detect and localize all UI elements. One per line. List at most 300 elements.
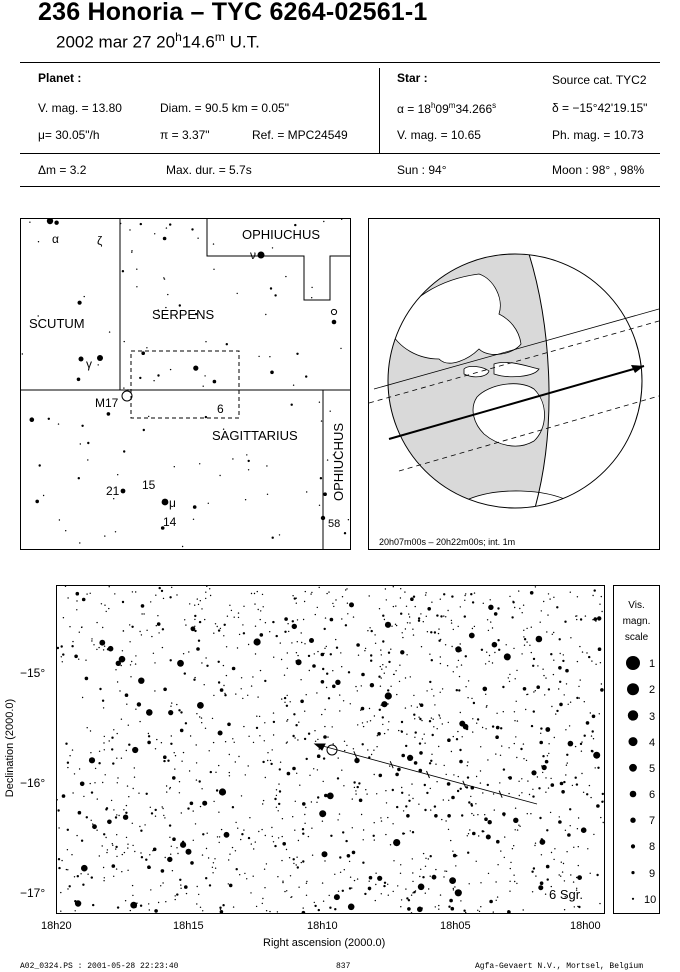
star-dot — [170, 787, 171, 788]
star-dot — [473, 815, 474, 816]
star-dot — [202, 910, 203, 911]
star-dot — [603, 822, 604, 823]
star-dot — [443, 876, 444, 877]
star-dot — [270, 763, 272, 765]
star-dot — [518, 825, 519, 826]
star-dot — [383, 885, 385, 887]
star-dot — [440, 663, 441, 664]
star-dot — [429, 720, 431, 722]
star-dot — [226, 646, 227, 647]
star-dot — [453, 736, 454, 737]
xtick-18h05: 18h05 — [440, 920, 471, 932]
star-dot — [99, 855, 100, 856]
star-dot — [76, 609, 77, 610]
star-dot — [147, 865, 151, 869]
star-dot — [385, 692, 392, 699]
star-dot — [189, 770, 190, 771]
star-dot — [374, 715, 375, 716]
star-dot — [395, 670, 396, 671]
star-dot — [111, 800, 112, 801]
star-dot — [420, 869, 421, 870]
star-dot — [425, 594, 426, 595]
star-dot — [126, 837, 127, 838]
planet-vmag: V. mag. = 13.80 — [38, 101, 122, 115]
star-dot — [598, 767, 599, 768]
star-dot — [155, 595, 156, 596]
star-dot — [172, 870, 173, 871]
star-label-6sgr: 6 Sgr. — [549, 887, 583, 902]
star-dot — [410, 676, 411, 677]
star-dot — [278, 803, 280, 805]
star-dot — [418, 884, 425, 891]
star-dot — [508, 677, 509, 678]
star-dot — [451, 620, 452, 621]
star-dot — [86, 816, 88, 818]
star-dot — [341, 219, 342, 220]
star-dot — [256, 727, 258, 729]
star-dot — [592, 619, 593, 620]
star-dot — [575, 746, 576, 747]
star-dot — [601, 596, 602, 597]
star-dot — [319, 402, 320, 403]
star-dot — [205, 598, 206, 599]
star-dot — [62, 661, 63, 662]
star-dot — [214, 858, 215, 859]
star-dot — [217, 626, 218, 627]
star-dot — [349, 602, 354, 607]
star-dot — [103, 649, 104, 650]
star-dot — [248, 460, 250, 462]
star-dot — [140, 905, 142, 907]
star-dot — [417, 907, 423, 913]
star-dot — [427, 631, 428, 632]
star-dot — [353, 748, 354, 749]
star-dot — [578, 906, 580, 908]
star-dot — [346, 745, 347, 746]
star-dot — [516, 670, 517, 671]
star-dot — [262, 903, 263, 904]
star-dot — [370, 660, 372, 662]
star-dot — [599, 713, 600, 714]
star-dot — [517, 829, 518, 830]
star-dot — [201, 662, 202, 663]
star-dot — [602, 793, 604, 795]
star-dot — [301, 862, 302, 863]
star-dot — [503, 815, 504, 816]
star-dot — [547, 878, 549, 880]
star-dot — [216, 789, 218, 791]
star-dot — [300, 679, 301, 680]
star-dot — [101, 603, 102, 604]
finder-chart — [20, 218, 351, 550]
star-dot — [193, 810, 194, 811]
star-dot — [162, 628, 164, 630]
star-dot — [406, 606, 407, 607]
star-dot — [111, 748, 113, 750]
star-dot — [109, 586, 110, 587]
label-6: 6 — [217, 402, 224, 416]
star-dot — [346, 588, 347, 589]
star-dot — [405, 707, 406, 708]
scale-dot — [628, 710, 638, 720]
star-dot — [364, 650, 365, 651]
star-dot — [388, 721, 389, 722]
star-dot — [67, 597, 68, 598]
star-dot — [339, 856, 341, 858]
star-dot — [38, 241, 39, 242]
star-dot — [104, 605, 105, 606]
star-dot — [145, 859, 147, 861]
star-dot — [120, 223, 121, 224]
star-dot — [570, 592, 571, 593]
star-dot — [330, 618, 334, 622]
star-dot — [156, 739, 157, 740]
star-dot — [543, 675, 544, 676]
star-dot — [219, 907, 221, 909]
star-dot — [548, 753, 549, 754]
star-dot — [224, 694, 226, 696]
star-dot — [465, 655, 467, 657]
star-dot — [461, 664, 462, 665]
star-dot — [593, 834, 594, 835]
star-dot — [361, 814, 362, 815]
star-dot — [180, 888, 181, 889]
star-dot — [471, 813, 472, 814]
star-dot — [285, 276, 286, 277]
star-dot — [540, 733, 541, 734]
star-dot — [504, 857, 505, 858]
star-dot — [321, 714, 322, 715]
star-dot — [197, 598, 198, 599]
star-dot — [293, 863, 294, 864]
star-dot — [232, 458, 233, 459]
star-dot — [345, 624, 347, 626]
star-dot — [549, 598, 550, 599]
star-dot — [308, 836, 309, 837]
star-dot — [90, 783, 91, 784]
star-dot — [492, 627, 493, 628]
star-dot — [381, 820, 382, 821]
star-dot — [560, 782, 564, 786]
star-dot — [453, 854, 457, 858]
star-dot — [400, 613, 402, 615]
star-dot — [184, 619, 185, 620]
star-dot — [400, 588, 401, 589]
star-dot — [545, 894, 546, 895]
star-dot — [143, 613, 144, 614]
star-dot — [387, 884, 388, 885]
star-dot — [137, 702, 141, 706]
star-dot — [194, 626, 195, 627]
star-dot — [477, 910, 478, 911]
star-dot — [166, 791, 167, 792]
star-dot — [406, 814, 410, 818]
star-dot — [257, 591, 258, 592]
star-dot — [525, 709, 526, 710]
magnitude-scale-panel — [613, 585, 660, 914]
star-dot — [362, 862, 364, 864]
star-dot — [227, 723, 231, 727]
star-dot — [134, 767, 135, 768]
star-dot — [343, 700, 344, 701]
star-dot — [460, 606, 461, 607]
star-dot — [467, 835, 468, 836]
star-dot — [308, 655, 310, 657]
star-dot — [513, 845, 514, 846]
star-dot — [91, 820, 92, 821]
star-dot — [282, 882, 283, 883]
star-dot — [163, 598, 164, 599]
star-dot — [426, 792, 428, 794]
star-dot — [325, 617, 326, 618]
star-dot — [388, 895, 389, 896]
star-dot — [279, 790, 281, 792]
star-dot — [332, 685, 336, 689]
star-dot — [388, 652, 390, 654]
star-dot — [193, 505, 197, 509]
star-dot — [321, 420, 322, 421]
star-dot — [333, 606, 334, 607]
star-dot — [317, 607, 318, 608]
star-dot — [269, 911, 270, 912]
star-dot — [273, 657, 274, 658]
footer-page: 837 — [336, 962, 351, 971]
star-dot — [476, 723, 477, 724]
star-dot — [107, 648, 109, 650]
star-dot — [362, 722, 363, 723]
star-dot — [117, 906, 119, 908]
star-dot — [472, 628, 473, 629]
star-dot — [591, 660, 592, 661]
star-dot — [395, 773, 399, 777]
star-dot — [199, 780, 201, 782]
star-dot — [175, 755, 176, 756]
scale-label: 2 — [649, 684, 656, 696]
star-dot — [581, 751, 582, 752]
star-dot — [597, 616, 601, 620]
star-dot — [273, 841, 274, 842]
star-dot — [326, 593, 327, 594]
star-dot — [209, 750, 210, 751]
star-dot — [80, 873, 81, 874]
star-dot — [339, 694, 340, 695]
star-dot — [205, 341, 206, 342]
star-dot — [157, 622, 161, 626]
star-dot — [304, 814, 305, 815]
star-dot — [242, 624, 243, 625]
star-dot — [341, 770, 342, 771]
star-dot — [201, 608, 202, 609]
star-dot — [58, 827, 59, 828]
star-dot — [590, 712, 591, 713]
star-dot — [355, 793, 356, 794]
star-dot — [458, 776, 459, 777]
scale-dot — [627, 683, 639, 695]
star-dot — [595, 620, 596, 621]
star-dot — [565, 774, 566, 775]
star-dot — [333, 743, 334, 744]
star-dot — [122, 854, 123, 855]
star-dot — [480, 906, 481, 907]
star-dot — [445, 820, 446, 821]
star-dot — [302, 828, 304, 830]
star-dot — [160, 885, 161, 886]
star-dot — [485, 728, 486, 729]
star-dot — [264, 680, 266, 682]
star-dot — [277, 911, 278, 912]
star-dot — [270, 371, 274, 375]
star-dot — [206, 586, 207, 587]
star-dot — [347, 613, 348, 614]
star-dot — [522, 612, 523, 613]
planet-heading: Planet : — [38, 71, 82, 85]
star-dot — [123, 450, 125, 452]
star-dot — [71, 645, 73, 647]
star-dot — [43, 495, 44, 496]
star-dot — [274, 294, 276, 296]
star-dot — [552, 634, 553, 635]
star-dot — [526, 628, 527, 629]
star-dot — [130, 910, 131, 911]
star-dot — [58, 858, 60, 860]
star-dot — [311, 801, 312, 802]
star-dot — [286, 890, 287, 891]
star-dot — [267, 760, 268, 761]
star-dot — [121, 719, 122, 720]
constellation-sagittarius: SAGITTARIUS — [212, 428, 298, 443]
star-dot — [411, 895, 412, 896]
star-dot — [258, 609, 259, 610]
star-dot — [441, 819, 442, 820]
star-dot — [287, 719, 288, 720]
star-dot — [511, 616, 513, 618]
planet-diameter: Diam. = 90.5 km = 0.05" — [160, 101, 289, 115]
star-dot — [590, 797, 591, 798]
star-dot — [202, 801, 207, 806]
star-dot — [262, 803, 263, 804]
star-dot — [116, 834, 117, 835]
star-dot — [445, 616, 446, 617]
star-dot — [287, 695, 288, 696]
star-dot — [176, 704, 177, 705]
star-dot — [400, 906, 401, 907]
star-dot — [335, 639, 336, 640]
star-dot — [292, 624, 297, 629]
star-dot — [166, 785, 167, 786]
star-dot — [558, 666, 562, 670]
star-dot — [430, 809, 431, 810]
star-dot — [447, 782, 451, 786]
star-dot — [99, 751, 100, 752]
star-dot — [115, 669, 116, 670]
star-dot — [393, 860, 394, 861]
star-dot — [157, 374, 159, 376]
star-dot — [207, 833, 208, 834]
star-dot — [448, 829, 449, 830]
star-dot — [600, 662, 601, 663]
star-dot — [162, 882, 163, 883]
star-dot — [405, 628, 406, 629]
star-dot — [440, 656, 441, 657]
star-dot — [462, 736, 463, 737]
star-dot — [198, 894, 199, 895]
star-dot — [384, 882, 386, 884]
star-dot — [486, 835, 491, 840]
star-dot — [480, 746, 481, 747]
star-dot — [311, 828, 312, 829]
star-dot — [154, 909, 158, 913]
star-dot — [403, 810, 404, 811]
star-dot — [218, 812, 219, 813]
star-dot — [264, 869, 265, 870]
star-dot — [291, 642, 292, 643]
star-dot — [303, 619, 304, 620]
star-dot — [127, 847, 128, 848]
star-dot — [116, 661, 121, 666]
star-dot — [228, 859, 229, 860]
star-dot — [305, 807, 306, 808]
star-dot — [299, 785, 300, 786]
star-dot — [60, 911, 61, 912]
scale-label: 9 — [649, 868, 656, 880]
star-dot — [463, 910, 465, 912]
star-dot — [69, 626, 70, 627]
star-dot — [348, 671, 350, 673]
star-dot — [273, 712, 274, 713]
star-dot — [60, 892, 61, 893]
star-dot — [273, 721, 275, 723]
star-dot — [336, 647, 338, 649]
bright-star — [321, 516, 325, 520]
star-dot — [515, 678, 516, 679]
star-dot — [311, 592, 312, 593]
star-dot — [358, 655, 359, 656]
star-dot — [169, 788, 170, 789]
star-dot — [396, 694, 397, 695]
star-dot — [279, 768, 281, 770]
star-dot — [488, 820, 492, 824]
star-dot — [465, 912, 466, 913]
star-dot — [352, 827, 353, 828]
star-dot — [294, 830, 295, 831]
star-dot — [550, 653, 552, 655]
star-dot — [82, 598, 86, 602]
star-dot — [377, 735, 378, 736]
star-dot — [218, 765, 219, 766]
star-dot — [452, 851, 453, 852]
star-dot — [384, 733, 385, 734]
star-dot — [464, 595, 465, 596]
star-dot — [196, 713, 197, 714]
star-dot — [553, 597, 554, 598]
star-dot — [163, 688, 167, 692]
star-dot — [248, 644, 249, 645]
star-dot — [272, 836, 273, 837]
star-dot — [397, 885, 398, 886]
star-dot — [584, 701, 585, 702]
star-dot — [139, 377, 141, 379]
star-dot — [85, 660, 86, 661]
star-dot — [146, 630, 147, 631]
star-dot — [393, 839, 400, 846]
star-dot — [578, 846, 579, 847]
star-dot — [223, 635, 224, 636]
star-dot — [447, 814, 451, 818]
star-dot — [435, 764, 436, 765]
star-dot — [77, 875, 79, 877]
max-duration: Max. dur. = 5.7s — [166, 163, 252, 177]
star-dot — [304, 823, 305, 824]
